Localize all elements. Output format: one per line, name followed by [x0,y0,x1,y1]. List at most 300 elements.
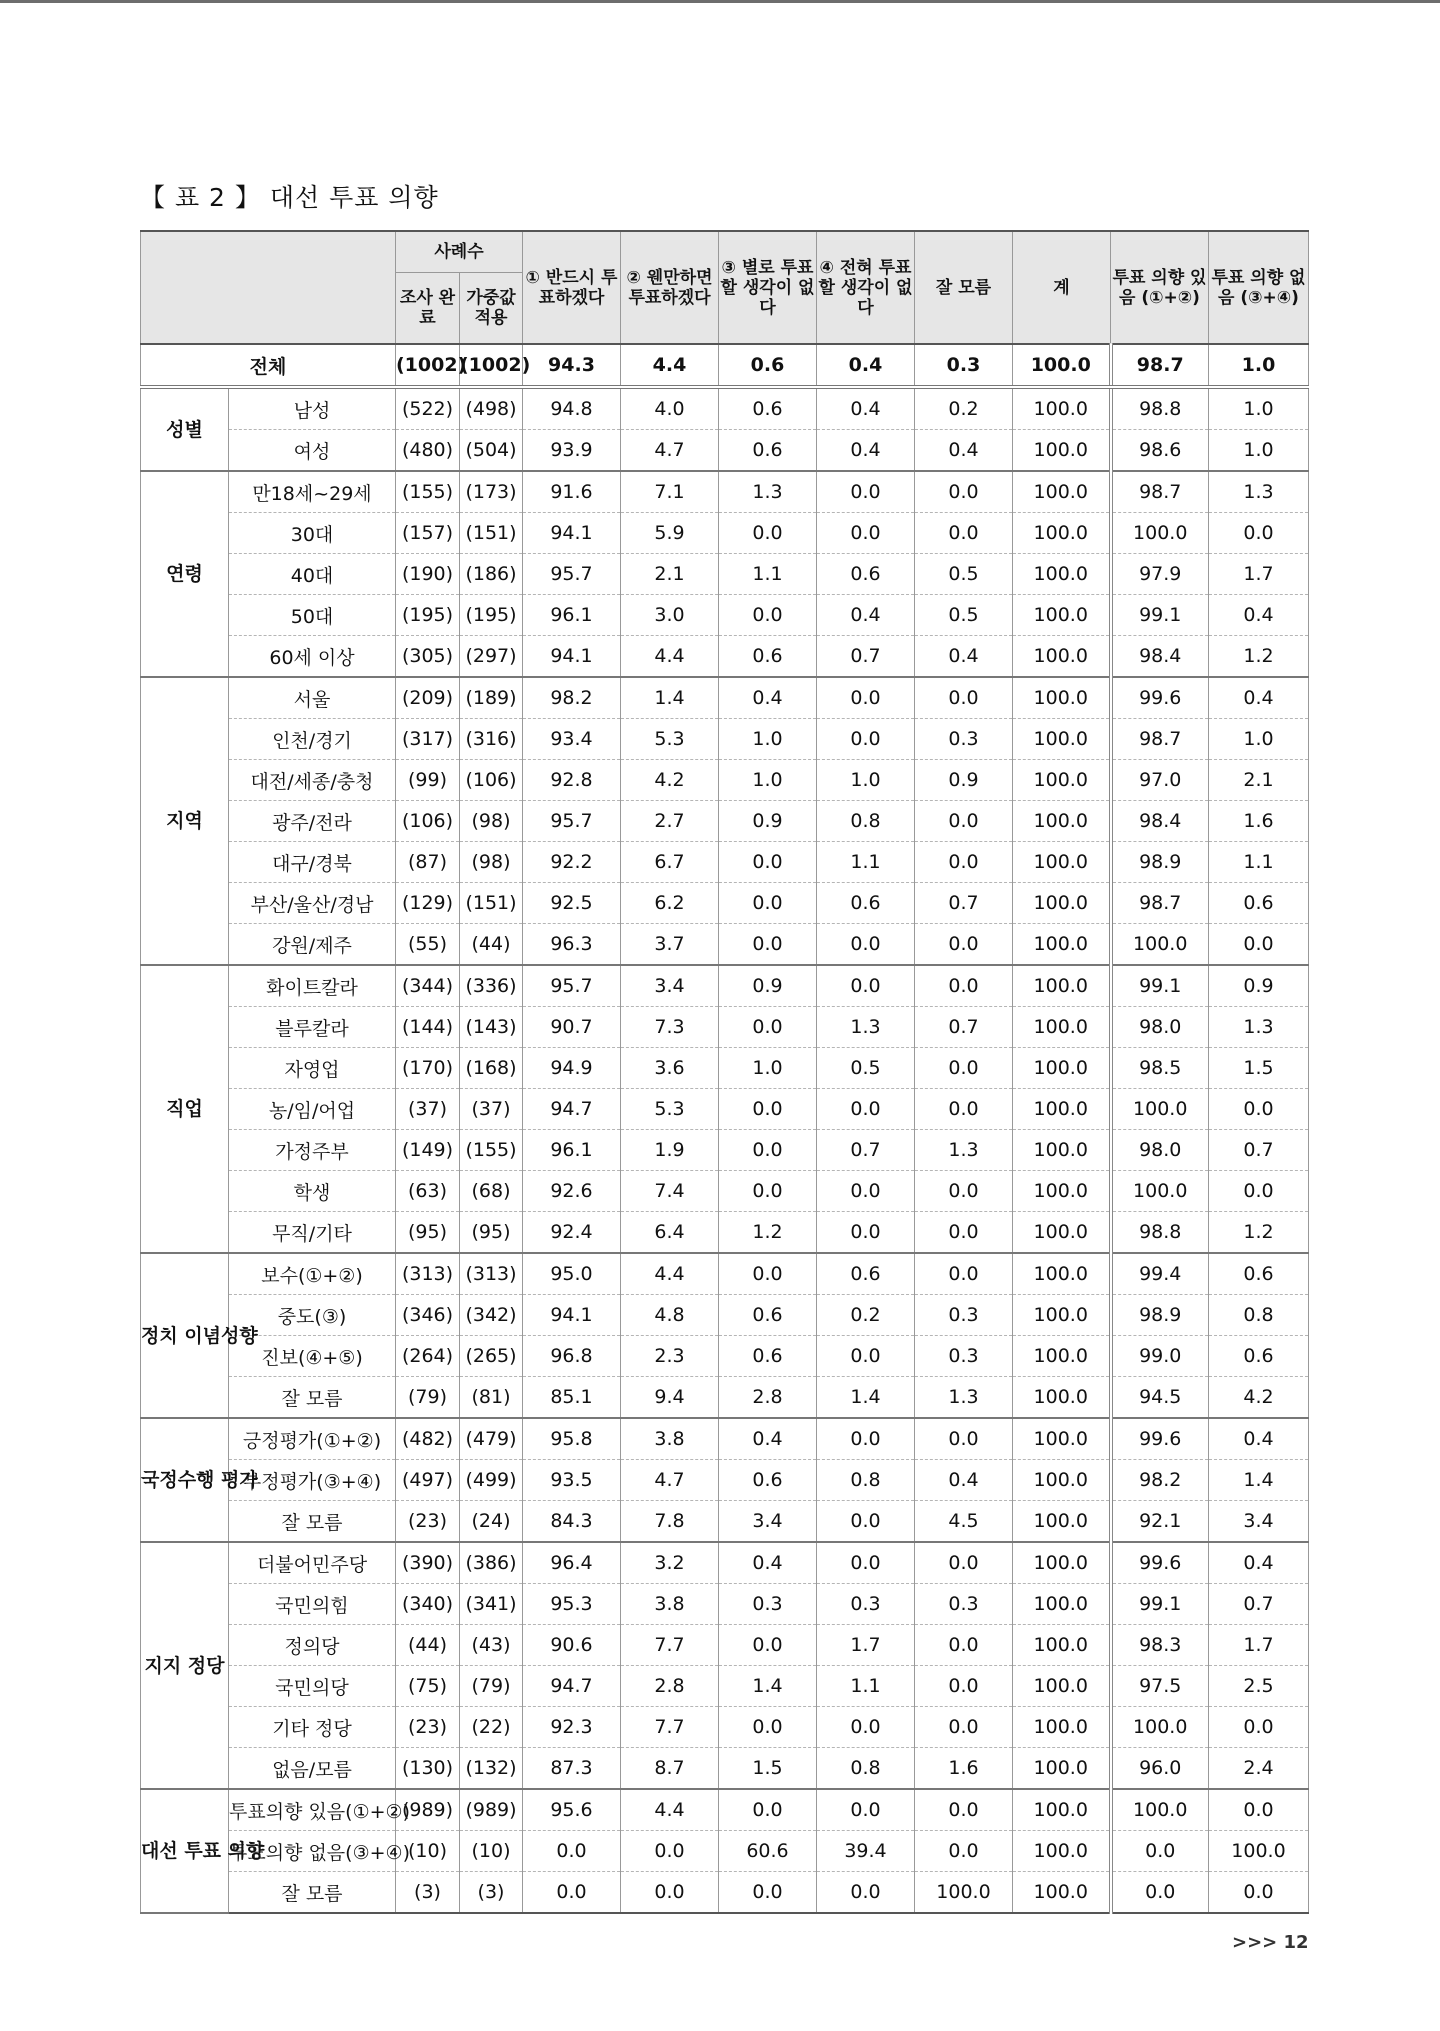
value-cell: 0.4 [719,1542,817,1584]
value-cell: 1.0 [719,1048,817,1089]
value-cell: 1.3 [1209,471,1309,513]
value-cell: 95.7 [523,554,621,595]
value-cell: 0.8 [1209,1295,1309,1336]
row-label: 대구/경북 [229,842,396,883]
table-row [141,1048,1309,1089]
n-weighted: (265) [460,1336,523,1377]
table-row [141,677,1309,719]
row-label: 만18세~29세 [229,471,396,513]
row-label: 대전/세종/충청 [229,760,396,801]
group-label: 국정수행 평가 [141,1418,229,1542]
n-weighted: (195) [460,595,523,636]
value-cell: 0.0 [1111,1831,1209,1872]
value-cell: 100.0 [1013,677,1111,719]
value-cell: 99.6 [1111,677,1209,719]
value-cell: 1.0 [817,760,915,801]
n-weighted: (504) [460,430,523,472]
value-cell: 0.0 [817,1501,915,1543]
row-label: 화이트칼라 [229,965,396,1007]
value-cell: 0.0 [915,1253,1013,1295]
n-completed: (10) [396,1831,460,1872]
n-weighted: (132) [460,1748,523,1790]
value-cell: 3.6 [621,1048,719,1089]
row-label: 중도(③) [229,1295,396,1336]
value-cell: 1.0 [1209,387,1309,430]
value-cell: 92.4 [523,1212,621,1254]
value-cell: 6.2 [621,883,719,924]
value-cell: 3.2 [621,1542,719,1584]
value-cell: 98.7 [1111,719,1209,760]
value-cell: 100.0 [1013,513,1111,554]
value-cell: 0.9 [719,801,817,842]
value-cell: 100.0 [1013,924,1111,966]
row-label: 정의당 [229,1625,396,1666]
value-cell: 5.3 [621,1089,719,1130]
value-cell: 99.4 [1111,1253,1209,1295]
total-label: 전체 [141,344,396,387]
value-cell: 0.0 [817,1336,915,1377]
header-blank [141,231,396,344]
value-cell: 0.0 [1209,1707,1309,1748]
value-cell: 97.0 [1111,760,1209,801]
header-col-7: 투표 의향 있음 (①+②) [1111,231,1209,344]
value-cell: 1.1 [817,842,915,883]
value-cell: 95.7 [523,801,621,842]
value-cell: 0.0 [817,1089,915,1130]
value-cell: 87.3 [523,1748,621,1790]
value-cell: 1.7 [1209,1625,1309,1666]
value-cell: 1.1 [719,554,817,595]
value-cell: 95.0 [523,1253,621,1295]
table-row [141,1625,1309,1666]
value-cell: 1.7 [1209,554,1309,595]
n-completed: (340) [396,1584,460,1625]
value-cell: 0.0 [915,1212,1013,1254]
n-weighted: (81) [460,1377,523,1419]
n-completed: (144) [396,1007,460,1048]
value-cell: 0.0 [719,883,817,924]
value-cell: 2.4 [1209,1748,1309,1790]
value-cell: 100.0 [1013,883,1111,924]
value-cell: 1.0 [719,719,817,760]
table-row [141,883,1309,924]
row-label: 잘 모름 [229,1872,396,1914]
value-cell: 100.0 [1013,1377,1111,1419]
table-caption: 【 표 2 】 대선 투표 의향 [140,183,439,212]
value-cell: 0.9 [719,965,817,1007]
value-cell: 100.0 [1013,471,1111,513]
value-cell: 4.5 [915,1501,1013,1543]
vote-intention-table [140,230,1309,1914]
value-cell: 92.3 [523,1707,621,1748]
value-cell: 4.4 [621,636,719,678]
value-cell: 94.1 [523,1295,621,1336]
value-cell: 100.0 [1111,924,1209,966]
value-cell: 0.6 [719,1336,817,1377]
value-cell: 0.0 [915,1171,1013,1212]
value-cell: 0.0 [915,677,1013,719]
value-cell: 0.6 [817,1253,915,1295]
n-weighted: (168) [460,1048,523,1089]
row-label: 투표의향 있음(①+②) [229,1789,396,1831]
value-cell: 0.0 [915,965,1013,1007]
total-value: 94.3 [523,344,621,387]
value-cell: 0.6 [719,636,817,678]
value-cell: 0.0 [719,1789,817,1831]
n-completed: (63) [396,1171,460,1212]
row-label: 투표의향 없음(③+④) [229,1831,396,1872]
value-cell: 1.4 [621,677,719,719]
value-cell: 1.5 [719,1748,817,1790]
value-cell: 94.7 [523,1666,621,1707]
n-completed: (313) [396,1253,460,1295]
value-cell: 0.0 [817,1171,915,1212]
value-cell: 100.0 [1013,1625,1111,1666]
header-sample-completed: 조사 완료 [396,273,460,345]
row-label: 부정평가(③+④) [229,1460,396,1501]
value-cell: 4.2 [1209,1377,1309,1419]
value-cell: 0.0 [915,842,1013,883]
value-cell: 0.7 [915,883,1013,924]
table-row [141,1377,1309,1419]
value-cell: 96.8 [523,1336,621,1377]
value-cell: 1.5 [1209,1048,1309,1089]
value-cell: 4.7 [621,430,719,472]
value-cell: 100.0 [1013,842,1111,883]
value-cell: 0.0 [719,842,817,883]
row-label: 서울 [229,677,396,719]
value-cell: 3.0 [621,595,719,636]
value-cell: 0.6 [719,387,817,430]
n-weighted: (173) [460,471,523,513]
value-cell: 100.0 [1013,1212,1111,1254]
value-cell: 1.4 [719,1666,817,1707]
value-cell: 0.0 [915,924,1013,966]
value-cell: 99.6 [1111,1418,1209,1460]
value-cell: 0.0 [817,1212,915,1254]
value-cell: 0.6 [817,883,915,924]
value-cell: 100.0 [1013,1831,1111,1872]
value-cell: 0.6 [719,1295,817,1336]
value-cell: 1.0 [719,760,817,801]
value-cell: 100.0 [1209,1831,1309,1872]
n-weighted: (79) [460,1666,523,1707]
value-cell: 4.0 [621,387,719,430]
value-cell: 100.0 [1013,1171,1111,1212]
row-label: 30대 [229,513,396,554]
row-label: 무직/기타 [229,1212,396,1254]
value-cell: 0.4 [1209,595,1309,636]
value-cell: 100.0 [1013,1666,1111,1707]
value-cell: 0.0 [817,1418,915,1460]
row-label: 국민의당 [229,1666,396,1707]
value-cell: 98.7 [1111,471,1209,513]
n-weighted: (316) [460,719,523,760]
value-cell: 0.4 [915,636,1013,678]
n-completed: (106) [396,801,460,842]
table-row [141,1748,1309,1790]
n-completed: (317) [396,719,460,760]
value-cell: 0.0 [719,1089,817,1130]
n-weighted: (342) [460,1295,523,1336]
value-cell: 1.4 [1209,1460,1309,1501]
value-cell: 3.4 [719,1501,817,1543]
value-cell: 100.0 [1013,965,1111,1007]
value-cell: 1.4 [817,1377,915,1419]
value-cell: 100.0 [1013,1707,1111,1748]
value-cell: 0.0 [915,1048,1013,1089]
value-cell: 100.0 [1013,595,1111,636]
value-cell: 2.7 [621,801,719,842]
value-cell: 7.7 [621,1625,719,1666]
n-weighted: (24) [460,1501,523,1543]
value-cell: 0.3 [719,1584,817,1625]
row-label: 가정주부 [229,1130,396,1171]
value-cell: 1.0 [1209,430,1309,472]
value-cell: 98.6 [1111,430,1209,472]
value-cell: 98.0 [1111,1130,1209,1171]
total-value: 0.6 [719,344,817,387]
table-row [141,1460,1309,1501]
value-cell: 0.4 [1209,1418,1309,1460]
value-cell: 0.0 [719,1130,817,1171]
value-cell: 92.8 [523,760,621,801]
total-value: 98.7 [1111,344,1209,387]
value-cell: 5.3 [621,719,719,760]
value-cell: 0.0 [523,1831,621,1872]
table-row [141,1542,1309,1584]
value-cell: 92.1 [1111,1501,1209,1543]
value-cell: 0.2 [915,387,1013,430]
table-row [141,1707,1309,1748]
row-label: 학생 [229,1171,396,1212]
table-row [141,554,1309,595]
total-row [141,344,1309,387]
value-cell: 100.0 [1013,554,1111,595]
value-cell: 0.0 [915,1542,1013,1584]
value-cell: 3.8 [621,1584,719,1625]
header-col-5: 잘 모름 [915,231,1013,344]
value-cell: 94.1 [523,636,621,678]
group-label: 직업 [141,965,229,1253]
value-cell: 85.1 [523,1377,621,1419]
value-cell: 98.9 [1111,842,1209,883]
value-cell: 0.0 [817,1542,915,1584]
n-completed: (195) [396,595,460,636]
value-cell: 0.0 [1209,1089,1309,1130]
value-cell: 100.0 [1013,1789,1111,1831]
value-cell: 1.2 [1209,1212,1309,1254]
value-cell: 0.8 [817,1748,915,1790]
table-row [141,1666,1309,1707]
value-cell: 100.0 [1013,1418,1111,1460]
value-cell: 95.6 [523,1789,621,1831]
value-cell: 0.0 [1209,1789,1309,1831]
value-cell: 100.0 [1013,1336,1111,1377]
table-row [141,595,1309,636]
value-cell: 0.3 [915,1295,1013,1336]
total-n-completed: (1002) [396,344,460,387]
value-cell: 100.0 [1013,430,1111,472]
table-row [141,924,1309,966]
value-cell: 97.5 [1111,1666,1209,1707]
value-cell: 99.1 [1111,595,1209,636]
value-cell: 0.0 [621,1831,719,1872]
n-weighted: (22) [460,1707,523,1748]
total-value: 100.0 [1013,344,1111,387]
table-row [141,1130,1309,1171]
value-cell: 100.0 [1111,1089,1209,1130]
value-cell: 95.8 [523,1418,621,1460]
row-label: 40대 [229,554,396,595]
n-weighted: (37) [460,1089,523,1130]
value-cell: 0.6 [719,430,817,472]
value-cell: 1.0 [1209,719,1309,760]
value-cell: 4.8 [621,1295,719,1336]
n-weighted: (151) [460,883,523,924]
value-cell: 0.0 [915,513,1013,554]
total-value: 1.0 [1209,344,1309,387]
value-cell: 100.0 [1111,1707,1209,1748]
value-cell: 98.2 [523,677,621,719]
value-cell: 100.0 [1013,1748,1111,1790]
value-cell: 100.0 [1013,1460,1111,1501]
value-cell: 1.1 [817,1666,915,1707]
value-cell: 4.2 [621,760,719,801]
header-col-3: ③ 별로 투표할 생각이 없다 [719,231,817,344]
value-cell: 0.0 [719,1707,817,1748]
group-label: 정치 이념성향 [141,1253,229,1418]
n-completed: (497) [396,1460,460,1501]
value-cell: 0.0 [1209,1171,1309,1212]
row-label: 블루칼라 [229,1007,396,1048]
row-label: 잘 모름 [229,1501,396,1543]
value-cell: 0.0 [1111,1872,1209,1914]
value-cell: 0.3 [915,719,1013,760]
table-row [141,1872,1309,1914]
value-cell: 93.4 [523,719,621,760]
n-completed: (480) [396,430,460,472]
n-completed: (522) [396,387,460,430]
value-cell: 100.0 [1013,1089,1111,1130]
value-cell: 2.1 [621,554,719,595]
table-row [141,471,1309,513]
value-cell: 0.0 [719,924,817,966]
table-row [141,513,1309,554]
value-cell: 1.2 [1209,636,1309,678]
row-label: 국민의힘 [229,1584,396,1625]
n-weighted: (186) [460,554,523,595]
value-cell: 100.0 [1013,760,1111,801]
value-cell: 0.0 [915,1666,1013,1707]
n-weighted: (155) [460,1130,523,1171]
value-cell: 0.4 [915,430,1013,472]
row-label: 부산/울산/경남 [229,883,396,924]
value-cell: 0.0 [817,1789,915,1831]
value-cell: 2.3 [621,1336,719,1377]
n-completed: (482) [396,1418,460,1460]
value-cell: 98.0 [1111,1007,1209,1048]
value-cell: 90.7 [523,1007,621,1048]
value-cell: 0.4 [719,677,817,719]
n-completed: (130) [396,1748,460,1790]
value-cell: 2.8 [621,1666,719,1707]
value-cell: 99.1 [1111,1584,1209,1625]
value-cell: 0.0 [1209,1872,1309,1914]
header-col-2: ② 웬만하면 투표하겠다 [621,231,719,344]
value-cell: 100.0 [1013,1130,1111,1171]
value-cell: 1.3 [1209,1007,1309,1048]
value-cell: 0.8 [817,801,915,842]
value-cell: 0.6 [1209,1336,1309,1377]
value-cell: 0.0 [817,677,915,719]
n-weighted: (336) [460,965,523,1007]
n-completed: (989) [396,1789,460,1831]
row-label: 더불어민주당 [229,1542,396,1584]
total-value: 0.4 [817,344,915,387]
value-cell: 0.0 [817,719,915,760]
group-label: 성별 [141,387,229,471]
value-cell: 0.0 [915,801,1013,842]
value-cell: 96.4 [523,1542,621,1584]
value-cell: 100.0 [1013,1501,1111,1543]
n-weighted: (499) [460,1460,523,1501]
value-cell: 0.0 [915,1418,1013,1460]
value-cell: 99.0 [1111,1336,1209,1377]
value-cell: 0.0 [817,965,915,1007]
value-cell: 0.4 [1209,677,1309,719]
value-cell: 98.9 [1111,1295,1209,1336]
row-label: 60세 이상 [229,636,396,678]
value-cell: 94.7 [523,1089,621,1130]
group-label: 대선 투표 의향 [141,1789,229,1913]
value-cell: 6.7 [621,842,719,883]
value-cell: 0.4 [719,1418,817,1460]
value-cell: 0.0 [915,1089,1013,1130]
value-cell: 95.7 [523,965,621,1007]
table-row [141,1418,1309,1460]
row-label: 50대 [229,595,396,636]
table-row [141,1212,1309,1254]
value-cell: 1.3 [915,1130,1013,1171]
table-row [141,719,1309,760]
table-row [141,842,1309,883]
value-cell: 0.4 [817,595,915,636]
value-cell: 0.3 [915,1336,1013,1377]
value-cell: 7.3 [621,1007,719,1048]
value-cell: 98.8 [1111,387,1209,430]
n-completed: (99) [396,760,460,801]
table-row [141,430,1309,472]
n-weighted: (189) [460,677,523,719]
value-cell: 3.4 [621,965,719,1007]
value-cell: 0.0 [719,595,817,636]
value-cell: 100.0 [1013,636,1111,678]
group-label: 지지 정당 [141,1542,229,1789]
header-col-1: ① 반드시 투표하겠다 [523,231,621,344]
value-cell: 1.3 [719,471,817,513]
n-weighted: (498) [460,387,523,430]
value-cell: 99.1 [1111,965,1209,1007]
value-cell: 0.0 [817,1707,915,1748]
value-cell: 100.0 [1111,513,1209,554]
value-cell: 100.0 [915,1872,1013,1914]
value-cell: 0.6 [1209,883,1309,924]
value-cell: 0.5 [817,1048,915,1089]
n-completed: (129) [396,883,460,924]
value-cell: 100.0 [1013,1295,1111,1336]
row-label: 광주/전라 [229,801,396,842]
